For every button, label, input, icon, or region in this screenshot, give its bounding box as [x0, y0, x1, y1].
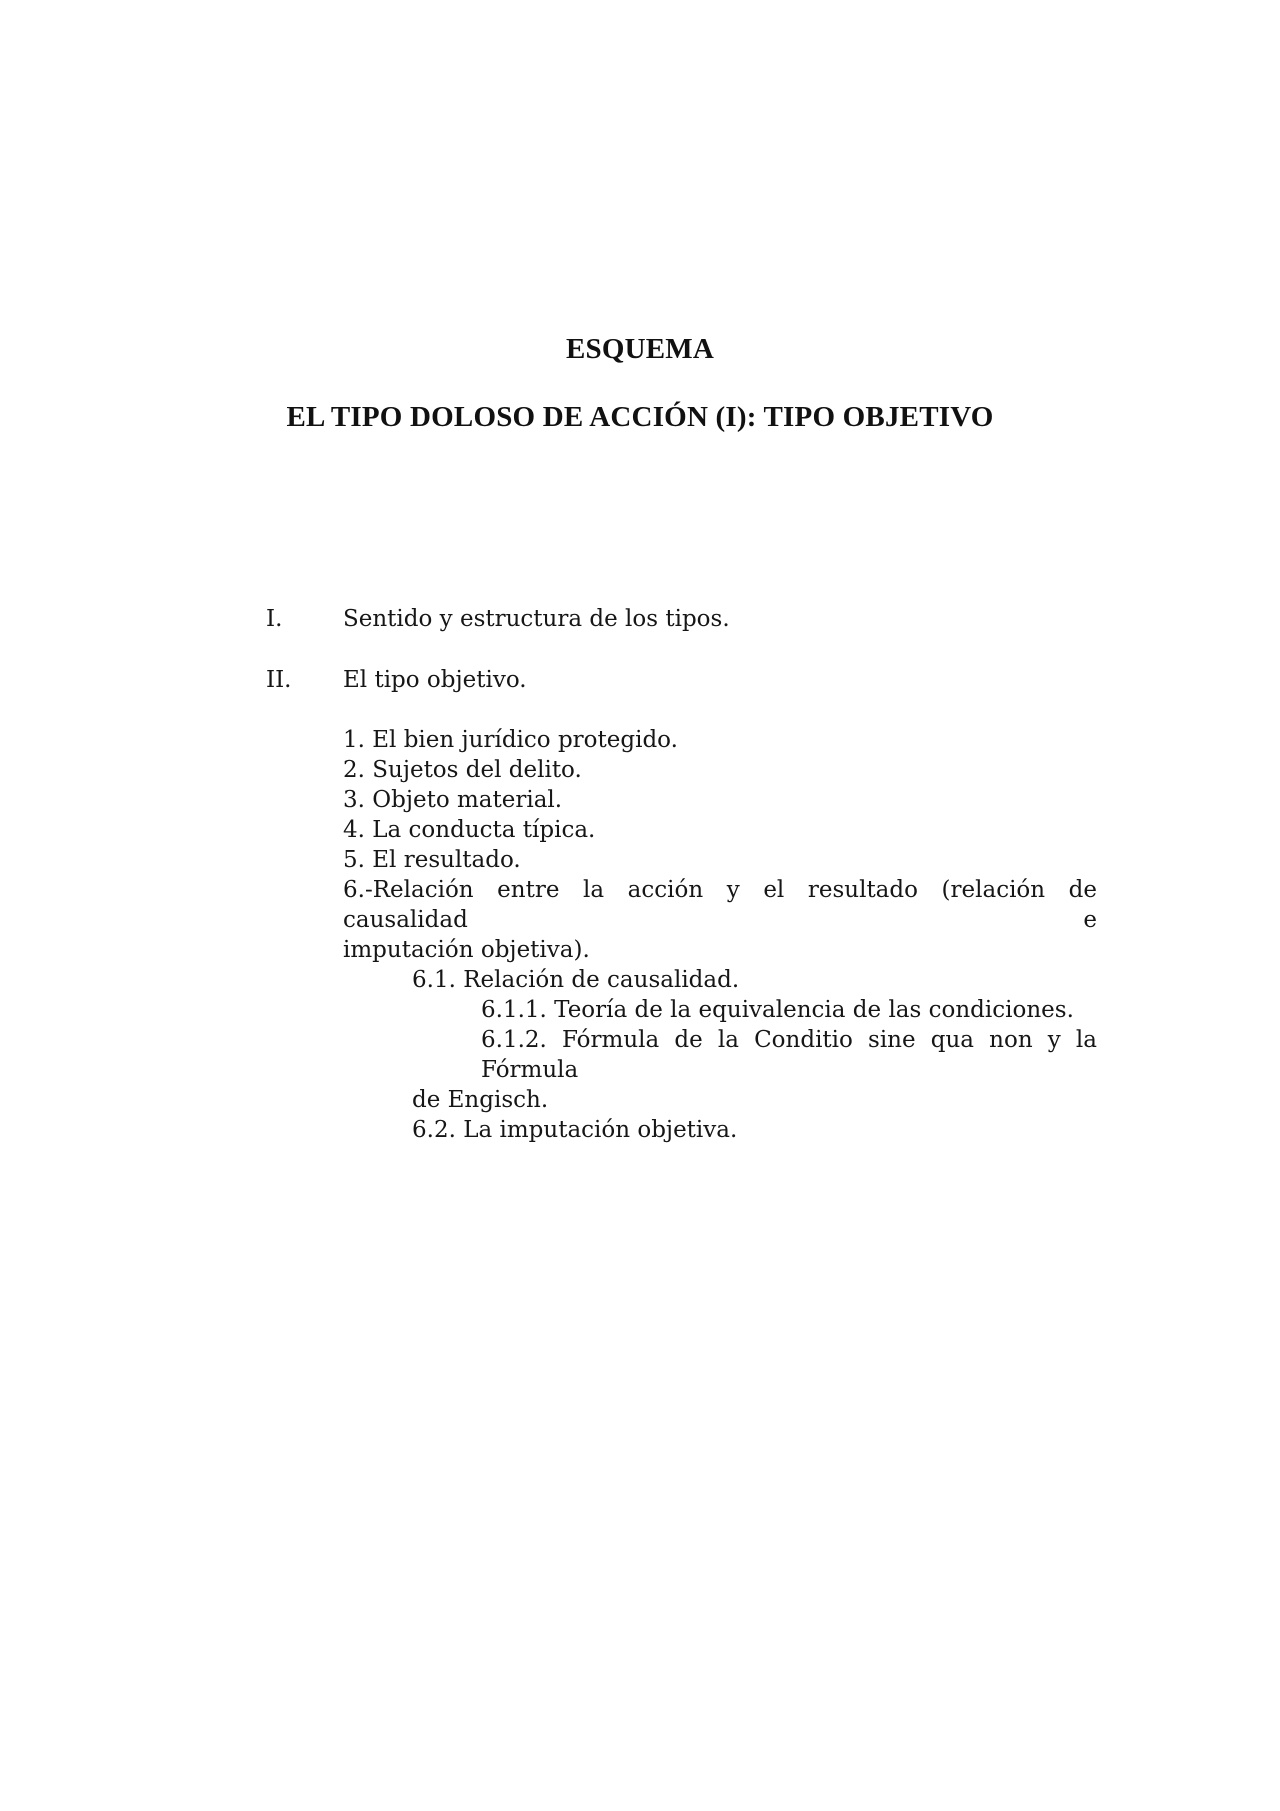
list-item: 6.1. Relación de causalidad.: [412, 967, 740, 993]
section-numeral: II.: [266, 667, 292, 693]
list-item: 4. La conducta típica.: [343, 817, 596, 843]
list-item: 6.1.1. Teoría de la equivalencia de las condiciones.: [481, 997, 1074, 1023]
list-item: 6.2. La imputación objetiva.: [412, 1117, 738, 1143]
list-item: 2. Sujetos del delito.: [343, 757, 582, 783]
document-subtitle: EL TIPO DOLOSO DE ACCIÓN (I): TIPO OBJETIVO: [286, 401, 994, 433]
document-title: ESQUEMA: [565, 333, 715, 365]
section-heading: Sentido y estructura de los tipos.: [343, 606, 730, 632]
list-item: 1. El bien jurídico protegido.: [343, 727, 678, 753]
list-item: 6.-Relación entre la acción y el resultado (relación de causalidad e: [343, 877, 1097, 933]
list-item-continuation: imputación objetiva).: [343, 937, 590, 963]
list-item: 5. El resultado.: [343, 847, 521, 873]
section-numeral: I.: [266, 606, 283, 632]
subsection-list: [343, 725, 1097, 1145]
list-item: 6.1.2. Fórmula de la Conditio sine qua non y la Fórmula: [481, 1027, 1097, 1083]
list-item: 3. Objeto material.: [343, 787, 563, 813]
list-item-continuation: de Engisch.: [412, 1087, 549, 1113]
section-heading: El tipo objetivo.: [343, 667, 527, 693]
